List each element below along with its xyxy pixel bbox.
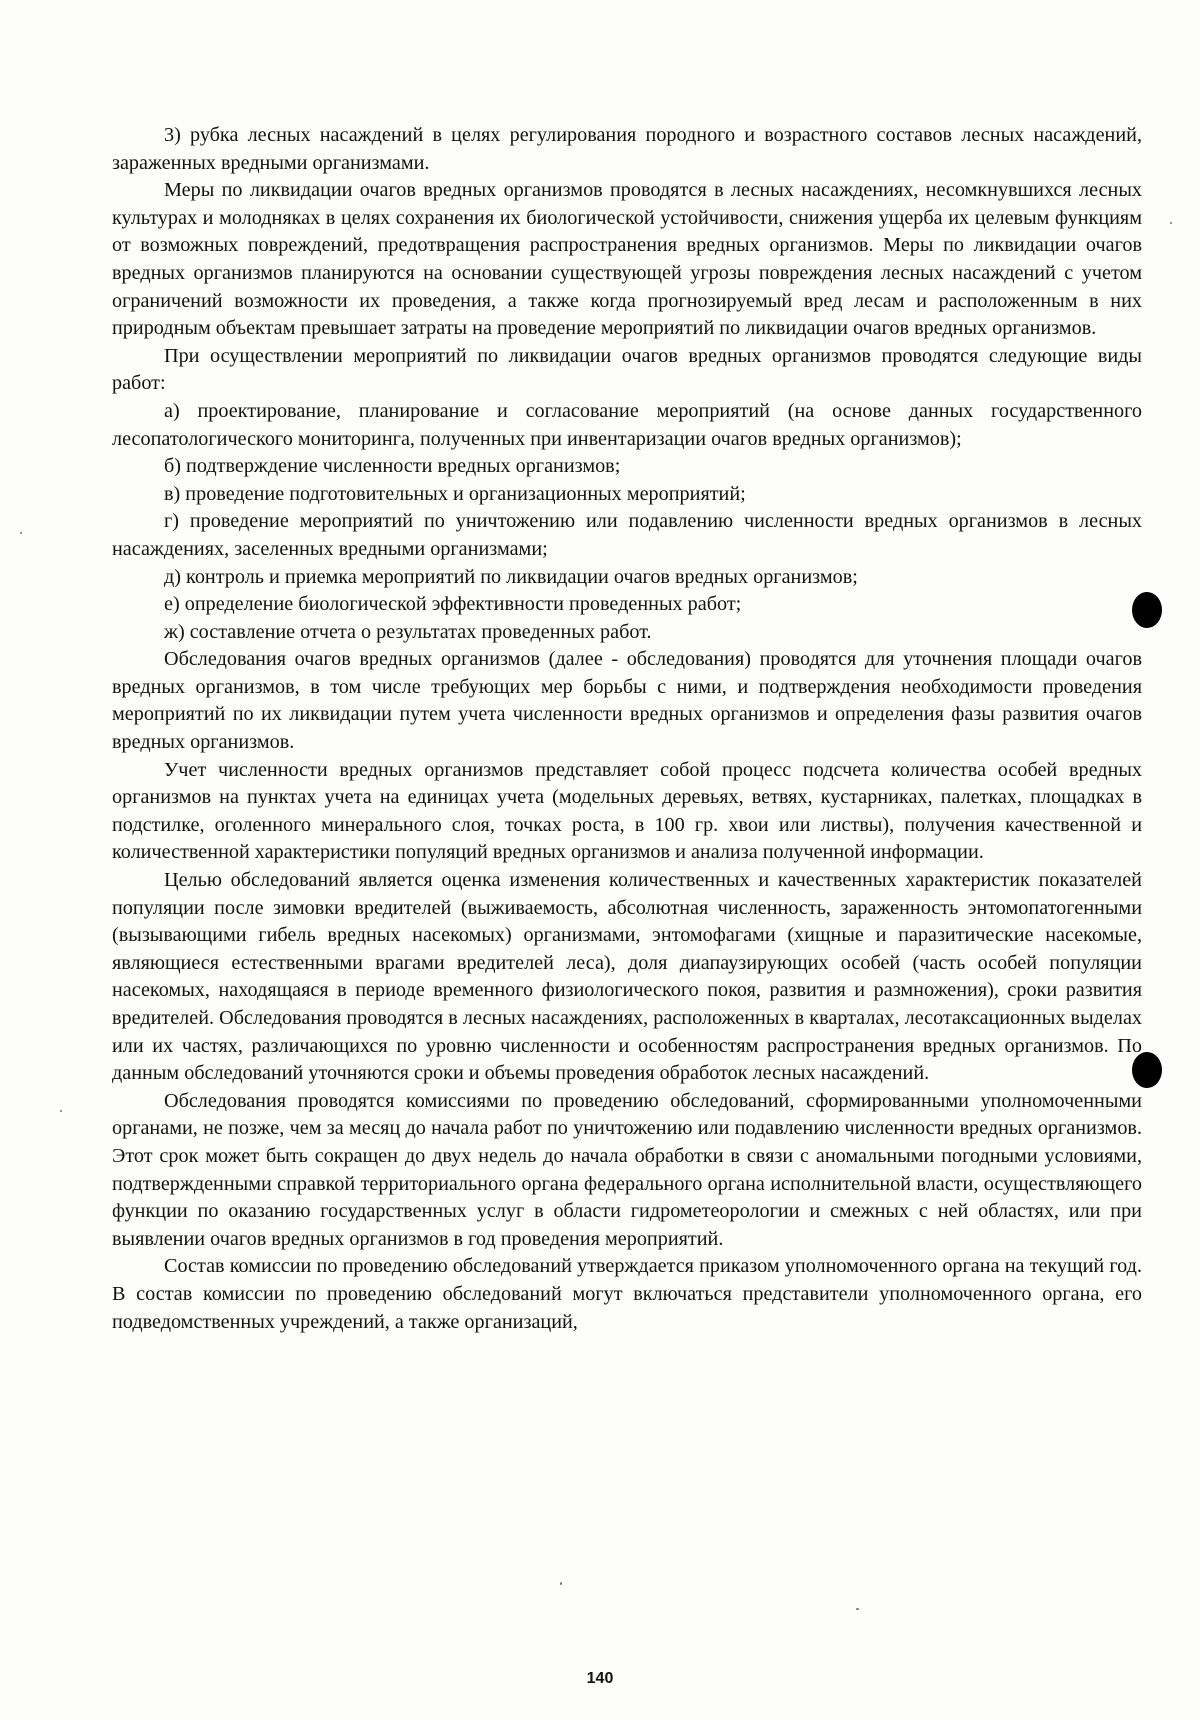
paragraph-work-types-intro: При осуществлении мероприятий по ликвидации очагов вредных организмов проводятся следующие виды работ: [112, 344, 1142, 395]
punch-hole-mark [1132, 1052, 1162, 1088]
paragraph-survey-goal: Целью обследований является оценка изменения количественных и качественных характеристик показателей популяции после зимовки вредителей (выживаемость, абсолютная численность, зараженность энтомопатогенными (вызывающими гибель вредных насекомых) организмами, энтомофагами (хищные и паразитические насекомые, являющиеся естественными врагами вредителей леса), доля диапаузирующих особей (часть особей популяции насекомых, находящаяся в периоде временного физиологического покоя, развития и размножения), сроки развития вредителей. Обследования проводятся в лесных насаждениях, расположенных в кварталах, лесотаксационных выделах или их частях, различающихся по уровню численности и особенностям распространения вредных организмов. По данным обследований уточняются сроки и объемы проведения обработок лесных насаждений. [112, 869, 1142, 1085]
scan-speck [1170, 222, 1172, 224]
page-number: 140 [586, 1670, 614, 1687]
list-item-b: б) подтверждение численности вредных организмов; [164, 455, 621, 478]
paragraph-measures: Меры по ликвидации очагов вредных организмов проводятся в лесных насаждениях, несомкнувшихся лесных культурах и молодняках в целях сохранения их биологической устойчивости, снижения ущерба их целевым функциям от возможных повреждений, предотвращения распространения вредных организмов. Меры по ликвидации очагов вредных организмов планируются на основании существующей угрозы повреждения лесных насаждений с учетом ограничений возможности их проведения, а также когда прогнозируемый вред лесам и расположенным в них природным объектам превышает затраты на проведение мероприятий по ликвидации очагов вредных организмов. [112, 179, 1142, 340]
scan-speck [20, 532, 22, 534]
list-item-d: д) контроль и приемка мероприятий по ликвидации очагов вредных организмов; [164, 565, 858, 588]
paragraph-item-3: 3) рубка лесных насаждений в целях регулирования породного и возрастного составов лесных насаждений, зараженных вредными организмами. [112, 124, 1142, 174]
paragraph-surveys-purpose: Обследования очагов вредных организмов (далее - обследования) проводятся для уточнения площади очагов вредных организмов, в том числе требующих мер борьбы с ними, и подтверждения необходимости проведения мероприятий по их ликвидации путем учета численности вредных организмов и определения фазы развития очагов вредных организмов. [112, 648, 1142, 754]
paragraph-commission-composition: Состав комиссии по проведению обследований утверждается приказом уполномоченного органа на текущий год. В состав комиссии по проведению обследований могут включаться представители уполномоченного органа, его подведомственных учреждений, а также организаций, [112, 1255, 1142, 1333]
scan-speck [60, 1110, 62, 1112]
paragraph-commissions: Обследования проводятся комиссиями по проведению обследований, сформированными уполномоченными органами, не позже, чем за месяц до начала работ по уничтожению или подавлению численности вредных организмов. Этот срок может быть сокращен до двух недель до начала обработки в связи с аномальными погодными условиями, подтвержденными справкой территориального органа федерального органа исполнительной власти, осуществляющего функции по оказанию государственных услуг в области гидрометеорологии и смежных с ней областях, или при выявлении очагов вредных организмов в год проведения мероприятий. [112, 1089, 1142, 1250]
scan-speck [856, 1608, 859, 1610]
list-item-v: в) проведение подготовительных и организационных мероприятий; [164, 482, 746, 505]
punch-hole-mark [1132, 592, 1162, 628]
list-item-e: е) определение биологической эффективности проведенных работ; [164, 593, 742, 616]
list-item-g: г) проведение мероприятий по уничтожению или подавлению численности вредных организмов в лесных насаждениях, заселенных вредными организмами; [112, 510, 1142, 560]
document-body [112, 122, 1142, 1336]
paragraph-counting: Учет численности вредных организмов представляет собой процесс подсчета количества особей вредных организмов на пунктах учета на единицах учета (модельных деревьях, ветвях, кустарниках, палетках, площадках в подстилке, оголенного минерального слоя, точках роста, в 100 гр. хвои или листвы), получения качественной и количественной характеристики популяций вредных организмов и анализа полученной информации. [112, 758, 1142, 864]
scan-speck [560, 1582, 562, 1585]
list-item-a: а) проектирование, планирование и согласование мероприятий (на основе данных государственного лесопатологического мониторинга, полученных при инвентаризации очагов вредных организмов); [112, 399, 1142, 450]
list-item-zh: ж) составление отчета о результатах проведенных работ. [164, 620, 652, 643]
